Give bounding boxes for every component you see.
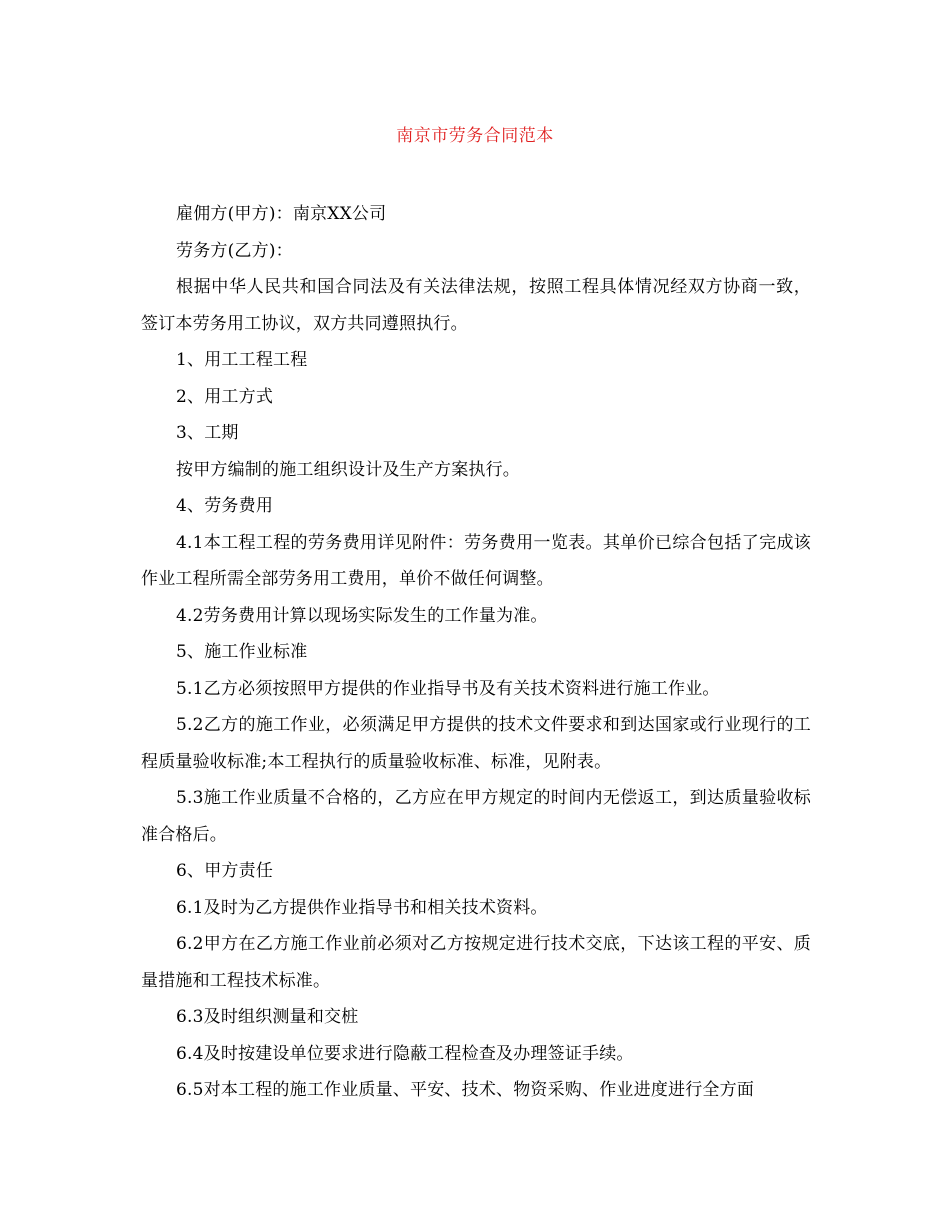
section-heading-4: 4、劳务费用 (176, 496, 274, 516)
party-b-line: 劳务方(乙方)： (176, 240, 293, 261)
clause-5-3: 5.3施工作业质量不合格的，乙方应在甲方规定的时间内无偿返工，到达质量验收标准合格后。 (141, 788, 811, 845)
clause-6-3: 6.3及时组织测量和交桩 (176, 1007, 359, 1027)
section-heading-3: 3、工期 (176, 423, 239, 443)
clause-4-1: 4.1本工程工程的劳务费用详见附件：劳务费用一览表。其单价已综合包括了完成该作业工程所需全部劳务用工费用，单价不做任何调整。 (141, 532, 811, 589)
party-a-line: 雇佣方(甲方)：南京XX公司 (176, 204, 387, 224)
document-title: 南京市劳务合同范本 (396, 126, 554, 146)
clause-5-1: 5.1乙方必须按照甲方提供的作业指导书及有关技术资料进行施工作业。 (176, 678, 720, 699)
section-heading-5: 5、施工作业标准 (176, 642, 308, 662)
clause-5-2: 5.2乙方的施工作业，必须满足甲方提供的技术文件要求和到达国家或行业现行的工程质量验收标准;本工程执行的质量验收标准、标准，见附表。 (141, 715, 811, 772)
preamble-paragraph: 根据中华人民共和国合同法及有关法律法规，按照工程具体情况经双方协商一致，签订本劳务用工协议，双方共同遵照执行。 (141, 277, 811, 334)
clause-4-2: 4.2劳务费用计算以现场实际发生的工作量为准。 (176, 605, 548, 626)
paragraph-schedule: 按甲方编制的施工组织设计及生产方案执行。 (176, 459, 520, 480)
clause-6-2: 6.2甲方在乙方施工作业前必须对乙方按规定进行技术交底，下达该工程的平安、质量措施和工程技术标准。 (141, 934, 811, 991)
document-body (141, 196, 811, 1109)
section-heading-6: 6、甲方责任 (176, 861, 274, 881)
clause-6-5: 6.5对本工程的施工作业质量、平安、技术、物资采购、作业进度进行全方面 (176, 1080, 755, 1100)
section-heading-1: 1、用工工程工程 (176, 350, 308, 370)
section-heading-2: 2、用工方式 (176, 386, 274, 407)
clause-6-4: 6.4及时按建设单位要求进行隐蔽工程检查及办理签证手续。 (176, 1043, 634, 1064)
clause-6-1: 6.1及时为乙方提供作业指导书和相关技术资料。 (176, 897, 548, 918)
